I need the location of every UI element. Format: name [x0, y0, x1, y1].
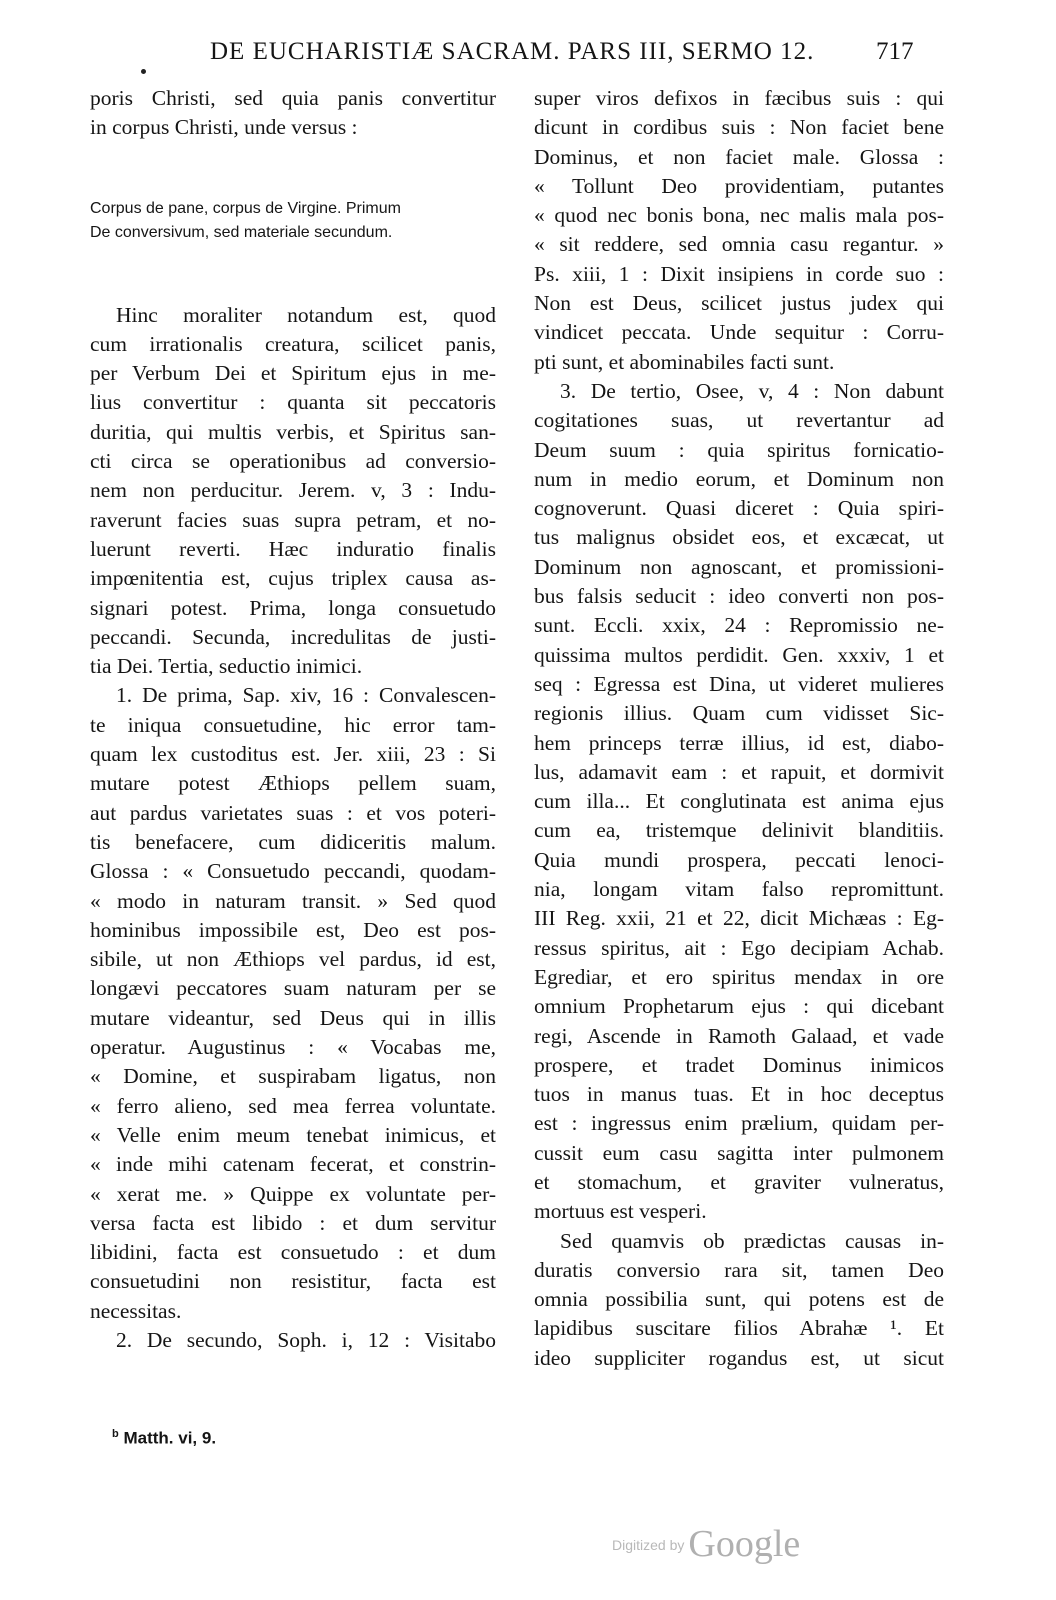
page-number: 717 — [876, 38, 914, 65]
text-line: « xerat me. » Quippe ex voluntate per- — [90, 1181, 496, 1206]
verse-spacer-bottom — [90, 245, 496, 301]
text-line: hem princeps terræ illius, id est, diabo- — [534, 730, 944, 755]
text-line: super viros defixos in fæcibus suis : qui — [534, 86, 944, 110]
footnote-marker: b — [112, 1428, 119, 1440]
text-line: quissima multos perdidit. Gen. xxxiv, 1 et — [534, 642, 944, 667]
text-line: Dominum non agnoscant, et promissioni- — [534, 554, 944, 579]
text-line: tus malignus obsidet eos, et excæcat, ut — [534, 525, 944, 550]
text-line: aut pardus varietates suas : et vos poteri- — [90, 800, 496, 825]
text-line: duritia, qui multis verbis, et Spiritus san- — [90, 419, 496, 444]
text-line: dicunt in cordibus suis : Non faciet bene — [534, 115, 944, 140]
text-line: luerunt reverti. Hæc induratio finalis — [90, 536, 496, 561]
text-line: regi, Ascende in Ramoth Galaad, et vade — [534, 1023, 944, 1048]
text-line: mortuus est vesperi. — [534, 1199, 707, 1224]
footnote — [112, 1428, 216, 1449]
verse-quote — [90, 197, 496, 245]
text-line: 1. De prima, Sap. xiv, 16 : Convalescen- — [116, 683, 496, 708]
text-line: « modo in naturam transit. » Sed quod — [90, 888, 496, 913]
text-line: Glossa : « Consuetudo peccandi, quodam- — [90, 859, 496, 884]
text-line: lus, adamavit eam : et rapuit, et dormivit — [534, 759, 944, 784]
text-line: prospere, et tradet Dominus inimicos — [534, 1052, 944, 1077]
text-line: « Tollunt Deo providentiam, putantes — [534, 173, 944, 198]
text-line: quam lex custoditus est. Jer. xiii, 23 : Si — [90, 742, 496, 767]
text-line: longævi peccatores suam naturam per se — [90, 976, 496, 1001]
text-line: « Domine, et suspirabam ligatus, non — [90, 1064, 496, 1089]
text-line: omnia possibilia sunt, qui potens est de — [534, 1287, 944, 1312]
digitized-watermark — [612, 1522, 800, 1572]
text-line: raverunt facies suas supra petram, et no- — [90, 507, 496, 532]
text-line: est : ingressus enim prælium, quidam per- — [534, 1111, 944, 1136]
text-line: Quia mundi prospera, peccati lenoci- — [534, 847, 944, 872]
footnote-text: Matth. vi, 9. — [123, 1428, 217, 1448]
text-line: « sit reddere, sed omnia casu regantur. » — [534, 232, 944, 257]
text-line: vindicet peccata. Unde sequitur : Corru- — [534, 320, 944, 345]
margin-dot — [141, 69, 146, 74]
verse-line: De conversivum, sed materiale secundum. — [90, 223, 393, 241]
left-column — [90, 84, 496, 1355]
text-line: Sed quamvis ob prædictas causas in- — [560, 1228, 944, 1253]
watermark-prefix: Digitized by — [612, 1537, 685, 1553]
text-line: III Reg. xxii, 21 et 22, dicit Michæas : Eg- — [534, 906, 944, 931]
text-line: peccandi. Secunda, incredulitas de justi- — [90, 624, 496, 649]
verse-line: Corpus de pane, corpus de Virgine. Primum — [90, 199, 401, 217]
text-line: libidini, facta est consuetudo : et dum — [90, 1240, 496, 1265]
running-head — [0, 38, 1056, 72]
text-line: hominibus impossibile est, Deo est pos- — [90, 917, 496, 942]
text-line: sibile, ut non Æthiops vel pardus, id est, — [90, 947, 496, 972]
text-line: consuetudini non resistitur, facta est — [90, 1269, 496, 1294]
text-line: tia Dei. Tertia, seductio inimici. — [90, 654, 363, 679]
text-line: lius convertitur : quanta sit peccatoris — [90, 390, 496, 415]
text-line: num in medio eorum, et Dominum non — [534, 466, 944, 491]
text-line: duratis conversio rara sit, tamen Deo — [534, 1257, 944, 1282]
text-line: Ps. xiii, 1 : Dixit insipiens in corde suo : — [534, 261, 944, 286]
text-line: versa facta est libido : et dum servitur — [90, 1210, 496, 1235]
text-line: « Velle enim meum tenebat inimicus, et — [90, 1122, 496, 1147]
verse-spacer-top — [90, 143, 496, 197]
text-line: mutare videantur, sed Deus qui in illis — [90, 1005, 496, 1030]
text-line: mutare potest Æthiops pellem suam, — [90, 771, 496, 796]
text-line: cussit eum casu sagitta inter pulmonem — [534, 1140, 944, 1165]
text-line: cognoverunt. Quasi diceret : Quia spiri- — [534, 496, 944, 521]
text-line: omnium Prophetarum ejus : qui dicebant — [534, 994, 944, 1019]
watermark-logo: Google — [688, 1523, 801, 1565]
text-line: Deum suum : quia spiritus fornicatio- — [534, 437, 944, 462]
text-line: impœnitentia est, cujus triplex causa as- — [90, 566, 496, 591]
text-line: tis benefacere, cum didiceritis malum. — [90, 829, 496, 854]
text-line: ideo suppliciter rogandus est, ut sicut — [534, 1345, 944, 1370]
text-line: Egrediar, et ero spiritus mendax in ore — [534, 964, 944, 989]
text-line: poris Christi, sed quia panis convertitur — [90, 86, 496, 110]
text-line: per Verbum Dei et Spiritum ejus in me- — [90, 361, 496, 386]
text-line: cti circa se operationibus ad conversio- — [90, 449, 496, 474]
text-line: in corpus Christi, unde versus : — [90, 115, 358, 140]
text-line: pti sunt, et abominabiles facti sunt. — [534, 349, 835, 374]
text-line: cum illa... Et conglutinata est anima ejus — [534, 789, 944, 814]
text-line: operatur. Augustinus : « Vocabas me, — [90, 1035, 496, 1060]
text-line: sunt. Eccli. xxix, 24 : Repromissio ne- — [534, 613, 944, 638]
right-column — [534, 84, 944, 1373]
text-line: te iniqua consuetudine, hic error tam- — [90, 712, 496, 737]
text-line: « inde mihi catenam fecerat, et constrin- — [90, 1152, 496, 1177]
text-line: seq : Egressa est Dina, ut videret mulieres — [534, 671, 944, 696]
text-line: regionis illius. Quam cum vidisset Sic- — [534, 701, 944, 726]
text-line: lapidibus suscitare filios Abrahæ ¹. Et — [534, 1316, 944, 1341]
text-line: Non est Deus, scilicet justus judex qui — [534, 291, 944, 316]
right-column-body — [534, 84, 944, 1373]
left-column-body — [90, 301, 496, 1356]
text-line: signari potest. Prima, longa consuetudo — [90, 595, 496, 620]
text-line: tuos in manus tuas. Et in hoc deceptus — [534, 1082, 944, 1107]
text-line: 3. De tertio, Osee, v, 4 : Non dabunt — [560, 378, 944, 403]
text-line: nem non perducitur. Jerem. v, 3 : Indu- — [90, 478, 496, 503]
text-line: cum ea, tristemque delinivit blanditiis. — [534, 818, 944, 843]
text-line: 2. De secundo, Soph. i, 12 : Visitabo — [116, 1327, 496, 1352]
text-line: cum irrationalis creatura, scilicet panis, — [90, 331, 496, 356]
text-line: et stomachum, et graviter vulneratus, — [534, 1169, 944, 1194]
text-line: cogitationes suas, ut revertantur ad — [534, 408, 944, 433]
text-line: nia, longam vitam falso repromittunt. — [534, 877, 944, 902]
text-line: « ferro alieno, sed mea ferrea voluntate. — [90, 1093, 496, 1118]
left-column-top — [90, 84, 496, 143]
text-line: ressus spiritus, ait : Ego decipiam Achab. — [534, 935, 944, 960]
running-title: DE EUCHARISTIÆ SACRAM. PARS III, SERMO 12. — [210, 38, 815, 65]
text-line: Hinc moraliter notandum est, quod — [116, 302, 496, 327]
text-line: necessitas. — [90, 1298, 182, 1323]
text-line: bus falsis seducit : ideo converti non pos- — [534, 584, 944, 609]
text-line: « quod nec bonis bona, nec malis mala pos- — [534, 203, 944, 228]
text-line: Dominus, et non faciet male. Glossa : — [534, 144, 944, 169]
